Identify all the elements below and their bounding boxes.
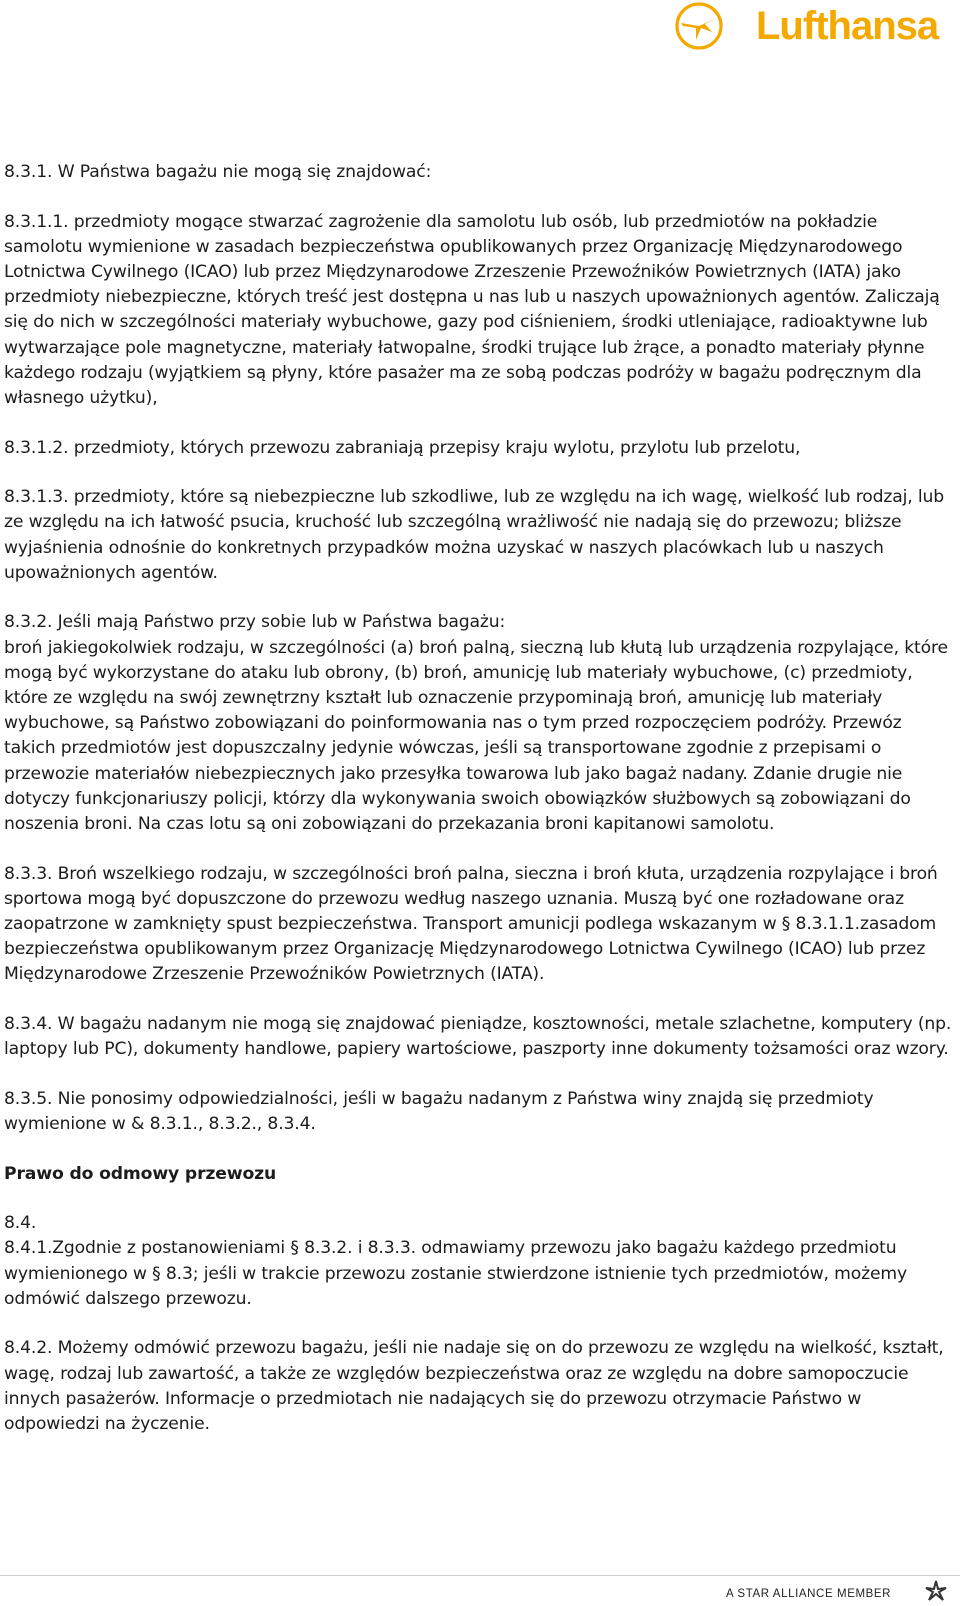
paragraph-8-3-3: 8.3.3. Broń wszelkiego rodzaju, w szczególności broń palna, sieczna i broń kłuta, urządzenia rozpylające i broń sportowa mogą być dopuszczone do przewozu według naszego uznania. Muszą być one rozładowane oraz zaopatrzone w zamknięty spust bezpieczeństwa. Transport amunicji podlega wskazanym w § 8.3.1.1.zasadom bezpieczeństwa opublikowanym przez Organizację Międzynarodowego Lotnictwa Cywilnego (ICAO) lub przez Międzynarodowe Zrzeszenie Przewoźników Powietrznych (IATA). [4, 863, 938, 985]
paragraph-8-3-1-2: 8.3.1.2. przedmioty, których przewozu zabraniają przepisy kraju wylotu, przylotu lub przelotu, [4, 437, 801, 458]
lufthansa-logo[interactable] [674, 0, 956, 52]
section-heading: Prawo do odmowy przewozu [4, 1163, 277, 1184]
paragraph-8-3-5: 8.3.5. Nie ponosimy odpowiedzialności, jeśli w bagażu nadanym z Państwa winy znajdą się przedmioty wymienione w & 8.3.1., 8.3.2., 8.3.4. [4, 1088, 874, 1135]
header [0, 0, 960, 60]
paragraph-8-4-2: 8.4.2. Możemy odmówić przewozu bagażu, jeśli nie nadaje się on do przewozu ze względu na wielkość, kształt, wagę, rodzaj lub zawartość, a także ze względów bezpieczeństwa oraz ze względu na dobre samopoczucie innych pasażerów. Informacje o przedmiotach nie nadających się do przewozu otrzymacie Państwo w odpowiedzi na życzenie. [4, 1338, 944, 1435]
star-alliance-label: A STAR ALLIANCE MEMBER [726, 1588, 892, 1600]
paragraph-8-3-4: 8.3.4. W bagażu nadanym nie mogą się znajdować pieniądze, kosztowności, metale szlachetne, komputery (np. laptopy lub PC), dokumenty handlowe, papiery wartościowe, paszporty inne dokumenty tożsamości oraz wzory. [4, 1014, 952, 1060]
paragraph-8-3-2-body: broń jakiegokolwiek rodzaju, w szczególności (a) broń palną, sieczną lub kłutą lub urządzenia rozpylające, które mogą być wykorzystane do ataku lub obrony, (b) broń, amunicję lub materiały wybuchowe, (c) przedmioty, które ze względu na swój zewnętrzny kształt lub oznaczenie przypominają broń, amunicję lub materiały wybuchowe, są Państwo zobowiązani do poinformowania nas o tym przed rozpoczęciem podróży. Przewóz takich przedmiotów jest dopuszczalny jedynie wówczas, jeśli są transportowane zgodnie z przepisami o przewozie materiałów niebezpiecznych jako przesyłka towarowa lub jako bagaż nadany. Zdanie drugie nie dotyczy funkcjonariuszy policji, którzy dla wykonywania swoich obowiązków służbowych są zobowiązani do noszenia broni. Na czas lotu są oni zobowiązani do przekazania broni kapitanowi samolotu. [4, 637, 948, 835]
paragraph-8-3-2: 8.3.2. Jeśli mają Państwo przy sobie lub w Państwa bagażu: [4, 612, 506, 633]
footer-divider [0, 1575, 960, 1576]
brand-wordmark: Lufthansa [756, 4, 939, 48]
star-alliance-icon [922, 1579, 950, 1603]
paragraph-8-3-1-3: 8.3.1.3. przedmioty, które są niebezpieczne lub szkodliwe, lub ze względu na ich wagę, wielkość lub rodzaj, lub ze względu na ich łatwość psucia, kruchość lub szczególną wrażliwość nie nadają się do przewozu; bliższe wyjaśnienia odnośnie do konkretnych przypadków można uzyskać w naszych placówkach lub u naszych upoważnionych agentów. [4, 487, 945, 583]
paragraph-8-4-1: 8.4.1.Zgodnie z postanowieniami § 8.3.2. i 8.3.3. odmawiamy przewozu jako bagażu każdego przedmiotu wymienionego w § 8.3; jeśli w trakcie przewozu zostanie stwierdzone istnienie tych przedmiotów, możemy odmówić dalszego przewozu. [4, 1238, 908, 1309]
document-body [4, 160, 954, 1462]
crane-icon [674, 1, 724, 51]
section-number: 8.4. [4, 1213, 37, 1234]
paragraph-8-3-1-1: 8.3.1.1. przedmioty mogące stwarzać zagrożenie dla samolotu lub osób, lub przedmiotów na pokładzie samolotu wymienione w zasadach bezpieczeństwa opublikowanych przez Organizację Międzynarodowego Lotnictwa Cywilnego (ICAO) lub przez Międzynarodowe Zrzeszenie Przewoźników Powietrznych (IATA) jako przedmioty niebezpieczne, których treść jest dostępna u nas lub u naszych upoważnionych agentów. Zaliczają się do nich w szczególności materiały wybuchowe, gazy pod ciśnieniem, środki utleniające, radioaktywne lub wytwarzające pole magnetyczne, materiały łatwopalne, środki trujące lub żrące, a ponadto materiały płynne każdego rodzaju (wyjątkiem są płyny, które pasażer ma ze sobą podczas podróży w bagażu podręcznym dla własnego użytku), [4, 211, 940, 409]
footer [0, 1575, 960, 1605]
paragraph-8-3-1: 8.3.1. W Państwa bagażu nie mogą się znajdować: [4, 162, 432, 182]
